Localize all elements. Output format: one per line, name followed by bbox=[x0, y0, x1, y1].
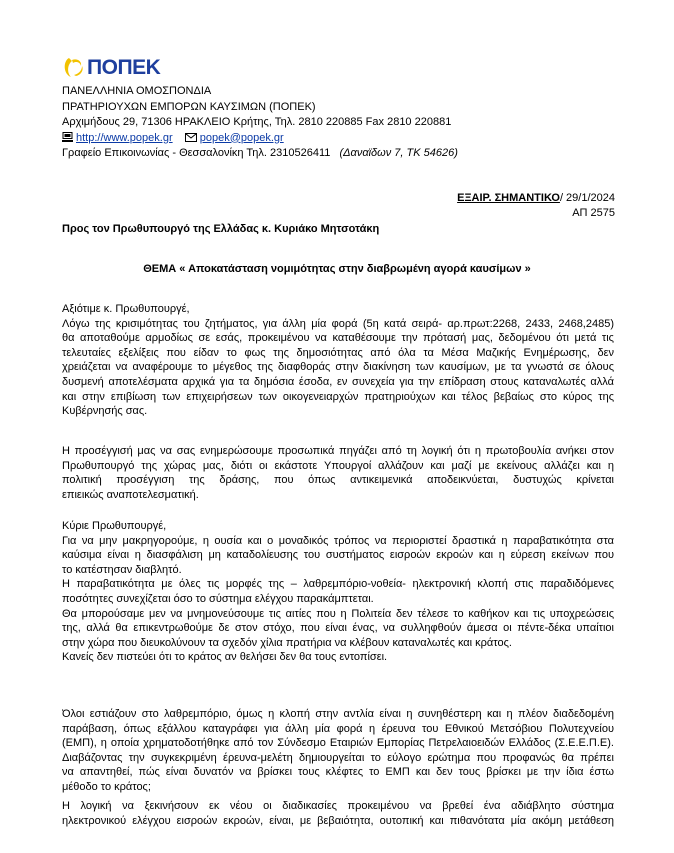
paragraph-line: χρειάζεται να αναφέρουμε το μέγεθος της διαφθοράς στην διακίνηση των καυσίμων, με τα γνωστά σε όλους bbox=[62, 361, 614, 374]
paragraph-line: στην χώρα που διευκολύνουν τα σχεδόν χίλια πρατήρια να κλέβουν καταναλωτές και κράτος. bbox=[62, 636, 512, 649]
letterhead bbox=[62, 84, 458, 162]
logo-text: ΠΟΠΕΚ bbox=[87, 55, 161, 79]
paragraph-line: και στην επιβίωση των επιχειρήσεων των οικογενειαρχών πρατηριούχων και τέλος βεβαίως στο κύρος της bbox=[62, 390, 614, 403]
computer-icon bbox=[62, 132, 73, 142]
paragraph-line: Για να μην μακρηγορούμε, η ουσία και ο μοναδικός τρόπος να περιοριστεί δραστικά η παραβατικότητα στα bbox=[62, 534, 614, 547]
paragraph-line: Πρωθυπουργό της χώρας μας, διότι οι εκάστοτε Υπουργοί αλλάζουν και μαζί με εκείνους αλλάζει και η bbox=[62, 459, 614, 472]
paragraph-line: Διαβάζοντας την συγκεκριμένη έρευνα-μελέτη δημιουργείται το εύλογο ερώτημα που προφανώς θα πρέπει bbox=[62, 751, 614, 764]
paragraph-line: Η λογική να ξεκινήσουν εκ νέου οι διαδικασίες προκειμένου να βρεθεί ένα αδιάβλητο σύστημα bbox=[62, 800, 614, 812]
paragraph-3 bbox=[62, 519, 614, 665]
website-link[interactable]: http://www.popek.gr bbox=[76, 131, 173, 144]
paragraph-line: ηλεκτρονικού ελέγχου εισροών εκροών, είναι, με βεβαιότητα, ουτοπική και πιθανότατα μία ακόμη μετάθεση bbox=[62, 814, 614, 827]
paragraph-line: της, αλλά θα επικεντρωθούμε δε στον στόχο, που είναι ένας, να συλληφθούν άμεσα οι πέντε-δέκα υπαίτιοι bbox=[62, 622, 614, 635]
office-phone: Γραφείο Επικοινωνίας - Θεσσαλονίκη Τηλ. 2310526411 bbox=[62, 147, 331, 159]
paragraph-1 bbox=[62, 302, 614, 419]
paragraph-line: (ΕΜΠ), η οποία χρηματοδοτήθηκε από τον Σύνδεσμο Εταιριών Εμπορίας Πετρελαιοειδών Ελλάδος (Σ.Ε.Ε.Π.Ε). bbox=[62, 737, 614, 750]
reference-block bbox=[457, 191, 615, 221]
paragraph-line: παράβαση, όπως εξάλλου καταγράφει για άλλη μία φορά η έρευνα του Εθνικού Μετσόβιου Πολυτεχνείου bbox=[62, 722, 614, 735]
paragraph-line: το κατέστησαν διαβλητό. bbox=[62, 563, 182, 576]
urgency-label: ΕΞΑΙΡ. ΣΗΜΑΝΤΙΚΟ bbox=[457, 192, 560, 204]
salutation: Αξιότιμε κ. Πρωθυπουργέ, bbox=[62, 303, 190, 315]
envelope-icon bbox=[185, 133, 197, 142]
paragraph-line: τελευταίες εξελίξεις που είδαν το φως της δημοσιότητας από όλα τα Μέσα Μαζικής Ενημέρωσης, δεν bbox=[62, 346, 614, 359]
paragraph-line: καύσιμα είναι η διασφάλιση μη καταδολίευσης του συστήματος εισροών εκροών και η εύρεση εκείνων που bbox=[62, 549, 614, 562]
paragraph-line: μέθοδο το κράτος; bbox=[62, 780, 151, 793]
email-link[interactable]: popek@popek.gr bbox=[199, 131, 284, 144]
paragraph-line: Θα μπορούσαμε μεν να μνημονεύσουμε τις αιτίες που η Πολιτεία δεν τέλεσε το καθήκον και τις υποχρεώσεις bbox=[62, 607, 614, 620]
letter-date: / 29/1/2024 bbox=[559, 192, 615, 204]
paragraph-line: Κυβέρνησής σας. bbox=[62, 405, 148, 418]
paragraph-line: Όλοι εστιάζουν στο λαθρεμπόριο, όμως η κλοπή στην αντλία είναι η συνηθέστερη και η πλέον διαδεδομένη bbox=[62, 708, 614, 720]
paragraph-line: Κανείς δεν πιστεύει ότι το κράτος αν θελήσει δεν θα τους εντοπίσει. bbox=[62, 651, 388, 664]
federation-name: ΠΑΝΕΛΛΗΝΙΑ ΟΜΟΣΠΟΝΔΙΑ bbox=[62, 85, 212, 97]
paragraph-2 bbox=[62, 444, 614, 502]
paragraph-line: Λόγω της κρισιμότητας του ζητήματος, για άλλη μία φορά (5η κατά σειρά- αρ.πρωτ:2268, 2433, 2468,2485) bbox=[62, 317, 614, 330]
paragraph-line: θα αποταθούμε αρμοδίως σε εσάς, προκειμένου να καταθέσουμε την πρότασή μας, δεδομένου ότι μετά τις bbox=[62, 332, 614, 345]
paragraph-4 bbox=[62, 707, 614, 795]
paragraph-line: να απαντηθεί, πώς είναι δυνατόν να βρίσκει τους κλέφτες το ΕΜΠ και δεν τους βρίσκει με την ίδια έστω bbox=[62, 766, 614, 779]
paragraph-line: Η προσέγγισή μας να σας ενημερώσουμε προσωπικά πηγάζει από τη λογική ότι η πρωτοβουλία ανήκει στον bbox=[62, 445, 614, 457]
logo-swoosh-icon bbox=[62, 56, 86, 80]
paragraph-line: πολιτική προσέγγιση της δράσης, που όπως αντικειμενικά αποδεικνύεται, δυστυχώς κρίνεται bbox=[62, 474, 614, 487]
address-line: Αρχιμήδους 29, 71306 ΗΡΑΚΛΕΙΟ Κρήτης, Τηλ. 2810 220885 Fax 2810 220881 bbox=[62, 116, 452, 128]
paragraph-5 bbox=[62, 799, 614, 828]
paragraph-line: Η παραβατικότητα με όλες τις μορφές της – λαθρεμπόριο-νοθεία- ηλεκτρονική κλοπή στις παραδιδόμενες bbox=[62, 578, 614, 591]
office-address: (Δαναϊδων 7, ΤΚ 54626) bbox=[339, 147, 458, 159]
paragraph-line: επιεικώς αναποτελεσματική. bbox=[62, 488, 199, 501]
paragraph-line: δυσμενή αποτελέσματα αρχικά για τα δημόσια έσοδα, εν συνεχεία για την επίδραση στους καταναλωτές αλλά bbox=[62, 375, 614, 388]
federation-subtitle: ΠΡΑΤΗΡΙΟΥΧΩΝ ΕΜΠΟΡΩΝ ΚΑΥΣΙΜΩΝ (ΠΟΠΕΚ) bbox=[62, 100, 316, 113]
recipient: Προς τον Πρωθυπουργό της Ελλάδας κ. Κυριάκο Μητσοτάκη bbox=[62, 223, 380, 235]
paragraph-line: ποσότητες συνεχίζεται όσο το σύστημα ελέγχου παρακάμπτεται. bbox=[62, 592, 374, 605]
salutation: Κύριε Πρωθυπουργέ, bbox=[62, 520, 167, 532]
subject-line: ΘΕΜΑ « Αποκατάσταση νομιμότητας στην διαβρωμένη αγορά καυσίμων » bbox=[143, 263, 531, 275]
contact-links bbox=[62, 131, 458, 147]
popek-logo bbox=[62, 55, 160, 81]
office-line bbox=[62, 146, 458, 162]
protocol-number: ΑΠ 2575 bbox=[572, 207, 615, 219]
